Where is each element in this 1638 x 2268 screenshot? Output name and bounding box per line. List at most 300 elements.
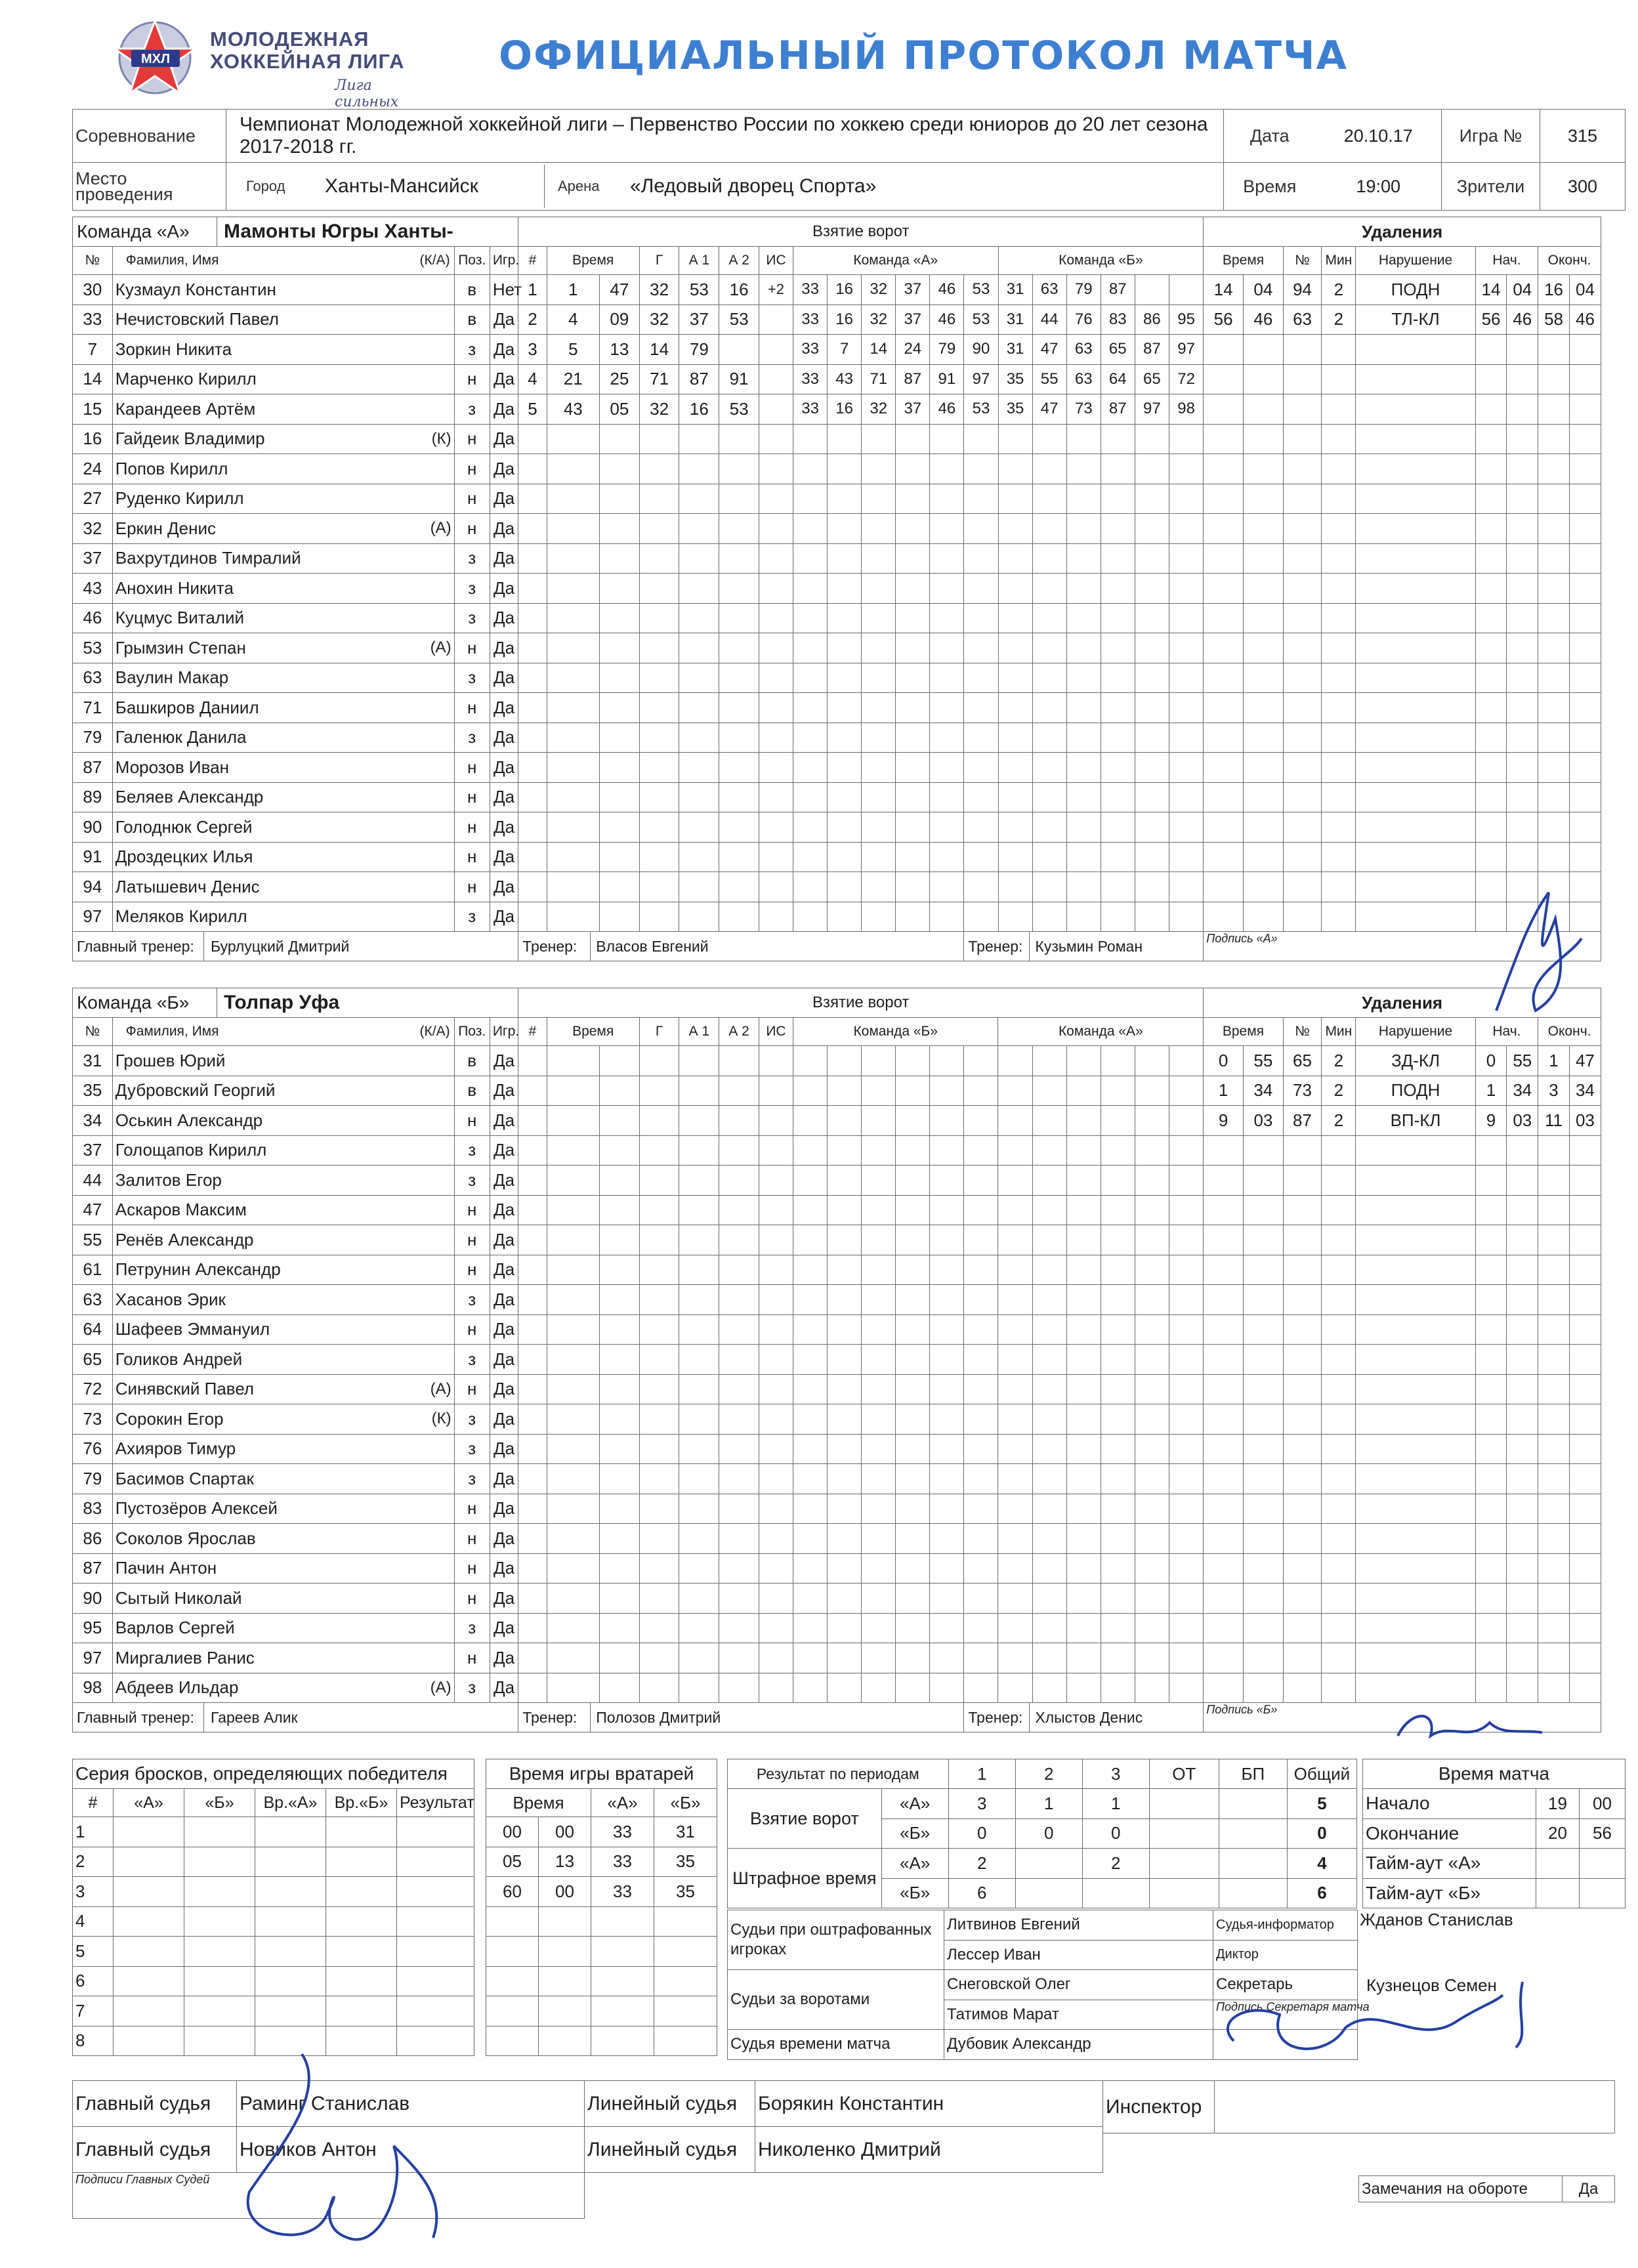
penalty-num: [1283, 543, 1322, 574]
penalty-sm: [1475, 723, 1507, 753]
onice-own: 33: [793, 335, 828, 365]
goal-m: 21: [547, 364, 599, 394]
penalty-m: [1204, 693, 1244, 723]
goal-s: [599, 424, 639, 454]
penalty-s: [1243, 1673, 1283, 1703]
onice-own: [964, 1434, 998, 1464]
goalie-s: [539, 1906, 591, 1937]
penalty-num: 63: [1283, 304, 1322, 335]
player-role: (А): [419, 1374, 454, 1404]
goal-a2: [719, 1314, 759, 1345]
goal-is: [759, 693, 793, 723]
goal-n: [518, 1106, 547, 1136]
onice-own: [896, 603, 930, 633]
player-role: [419, 574, 454, 604]
onice-own: [964, 1285, 998, 1315]
team-b-col-name: Фамилия, Имя: [125, 1024, 219, 1039]
onice-opp: [1101, 424, 1135, 454]
goalie-b: [654, 1996, 717, 2026]
onice-opp: 44: [1032, 304, 1066, 335]
onice-opp: [1101, 1374, 1135, 1404]
goal-n: [518, 424, 547, 454]
penalty-s: [1243, 1225, 1283, 1255]
player-played: Да: [490, 1434, 518, 1464]
player-role: [419, 1345, 454, 1375]
penalty-s: [1244, 663, 1284, 693]
time-label: Время: [1224, 163, 1316, 211]
onice-own: [964, 723, 998, 753]
goal-a2: [719, 424, 759, 454]
onice-own: 53: [964, 394, 998, 425]
penalty-m: [1204, 1135, 1244, 1166]
penalty-num: [1283, 633, 1322, 663]
player-played: Да: [490, 812, 518, 843]
penalty-min: [1322, 543, 1356, 574]
onice-opp: [998, 1374, 1032, 1404]
player-name: Карандеев Артём: [112, 394, 419, 425]
penalty-es: 46: [1569, 304, 1601, 335]
player-number: 79: [73, 723, 113, 753]
goal-is: [759, 1524, 793, 1554]
onice-own: [896, 1464, 930, 1494]
onice-opp: [998, 1106, 1032, 1136]
onice-own: [862, 782, 896, 812]
penalty-min: [1322, 1345, 1356, 1375]
onice-opp: [1066, 484, 1101, 514]
team-b-col-pos: Поз.: [454, 1018, 490, 1046]
player-number: 95: [73, 1613, 113, 1643]
onice-own: [930, 1135, 964, 1166]
main-referee-label-2: Главный судья: [73, 2127, 237, 2173]
player-name: Башкиров Даниил: [112, 693, 419, 723]
goal-a2: [719, 1673, 759, 1703]
onice-opp: [1066, 1613, 1101, 1643]
goal-n: [518, 1673, 547, 1703]
onice-opp: [1032, 902, 1066, 932]
goal-s: [599, 1135, 639, 1166]
onice-opp: [1066, 1135, 1101, 1166]
player-played: Да: [490, 1584, 518, 1614]
penalty-viol: [1356, 1255, 1475, 1285]
shootout-col: «Б»: [184, 1789, 255, 1817]
time-value: 19:00: [1316, 163, 1442, 211]
penalty-s: 34: [1243, 1076, 1283, 1106]
onice-opp: [1135, 514, 1169, 544]
onice-own: [896, 812, 930, 843]
goal-a2: [719, 1255, 759, 1285]
team-a-coach-label: Главный тренер:: [73, 932, 204, 961]
goal-m: [547, 603, 599, 633]
player-role: [419, 1166, 454, 1196]
penalty-em: [1538, 1314, 1570, 1345]
goal-a2: [719, 723, 759, 753]
player-played: Да: [490, 1524, 518, 1554]
onice-own: 46: [930, 304, 964, 335]
onice-own: [930, 1106, 964, 1136]
player-played: Да: [490, 1285, 518, 1315]
goal-a1: [679, 812, 719, 843]
penalty-num: [1283, 1673, 1322, 1703]
player-played: Да: [490, 1106, 518, 1136]
onice-own: [828, 454, 862, 484]
period-team: «Б»: [881, 1878, 948, 1908]
shootout-col: #: [73, 1789, 114, 1817]
goal-n: [518, 1195, 547, 1225]
goal-a1: [679, 633, 719, 663]
team-b-col-pen-start: Нач.: [1475, 1018, 1538, 1046]
goal-n: [518, 1613, 547, 1643]
penalty-min: [1322, 484, 1356, 514]
onice-opp: [1101, 1345, 1135, 1375]
goal-g: [639, 603, 679, 633]
goal-is: [759, 1314, 793, 1345]
penalty-min: 2: [1322, 304, 1356, 335]
onice-own: [862, 1166, 896, 1196]
onice-own: [828, 1314, 862, 1345]
penalty-num: [1283, 1345, 1322, 1375]
player-row: [73, 335, 1601, 365]
onice-opp: [1066, 514, 1101, 544]
onice-own: [930, 1643, 964, 1673]
goal-s: [599, 753, 639, 783]
onice-opp: [1101, 1673, 1135, 1703]
penalty-num: [1283, 902, 1322, 932]
player-played: Да: [490, 1076, 518, 1106]
goal-is: [759, 1553, 793, 1584]
penalty-min: [1322, 1314, 1356, 1345]
onice-opp: [1032, 753, 1066, 783]
player-position: з: [454, 1464, 490, 1494]
penalty-viol: [1356, 1613, 1475, 1643]
onice-own: [964, 663, 998, 693]
penalty-num: [1283, 335, 1322, 365]
header-table: [72, 109, 1626, 211]
goal-n: [518, 1314, 547, 1345]
player-name: Гайдеик Владимир: [112, 424, 419, 454]
player-row: [73, 1464, 1601, 1494]
onice-opp: [1169, 902, 1203, 932]
game-label: Игра №: [1442, 110, 1540, 163]
onice-opp: [998, 1135, 1032, 1166]
onice-own: [862, 1464, 896, 1494]
goal-m: [547, 753, 599, 783]
player-position: з: [454, 335, 490, 365]
penalty-sm: [1475, 1524, 1507, 1554]
player-row: [73, 1494, 1601, 1524]
team-b-col-goal-is: ИС: [759, 1018, 793, 1046]
penalty-ss: [1507, 693, 1538, 723]
team-a-col-goal-time: Время: [547, 247, 639, 275]
goal-m: [547, 1106, 599, 1136]
onice-opp: [998, 1553, 1032, 1584]
onice-opp: [1066, 663, 1101, 693]
team-a-trainer-1: Власов Евгений: [596, 937, 709, 955]
main-referee-label-1: Главный судья: [73, 2081, 237, 2127]
onice-own: [793, 1106, 828, 1136]
onice-own: [930, 1255, 964, 1285]
goal-a2: [719, 902, 759, 932]
player-number: 63: [73, 1285, 113, 1315]
goal-n: [518, 663, 547, 693]
player-number: 16: [73, 424, 113, 454]
onice-opp: 65: [1135, 364, 1169, 394]
penalty-num: [1283, 1374, 1322, 1404]
onice-own: [896, 1673, 930, 1703]
onice-opp: [1101, 543, 1135, 574]
team-a-col-goal-g: Г: [639, 247, 679, 275]
onice-own: [793, 424, 828, 454]
goal-is: [759, 1135, 793, 1166]
onice-opp: [1066, 1076, 1101, 1106]
onice-own: [964, 1225, 998, 1255]
onice-opp: [1101, 1613, 1135, 1643]
penalty-viol: [1356, 603, 1475, 633]
onice-opp: [998, 723, 1032, 753]
player-row: [73, 1345, 1601, 1375]
penalty-em: [1538, 723, 1570, 753]
player-position: в: [454, 304, 490, 335]
goal-s: [599, 484, 639, 514]
onice-opp: [1101, 1494, 1135, 1524]
penalty-viol: [1356, 1673, 1475, 1703]
penalty-min: [1322, 364, 1356, 394]
goal-a2: 16: [719, 275, 759, 305]
onice-own: [896, 693, 930, 723]
onice-own: [930, 1613, 964, 1643]
onice-opp: [1135, 663, 1169, 693]
penalty-s: [1244, 633, 1284, 663]
penalty-em: [1538, 364, 1570, 394]
goal-is: [759, 543, 793, 574]
onice-own: [793, 1524, 828, 1554]
penalty-sm: [1475, 394, 1507, 425]
player-role: [419, 454, 454, 484]
onice-opp: [1169, 1494, 1203, 1524]
team-a-trainer-label-1: Тренер:: [518, 932, 591, 961]
onice-opp: [1101, 1195, 1135, 1225]
onice-own: [793, 663, 828, 693]
goal-g: [639, 454, 679, 484]
penalty-viol: ЗД-КЛ: [1356, 1046, 1475, 1076]
penalty-ss: [1507, 842, 1538, 872]
period-goals-value: 3: [948, 1789, 1015, 1819]
period-goals-value: 5: [1287, 1789, 1356, 1819]
onice-own: [793, 1464, 828, 1494]
penalty-es: [1569, 1464, 1601, 1494]
period-pim-value: 2: [1082, 1849, 1149, 1879]
penalty-min: [1322, 1524, 1356, 1554]
onice-own: [964, 1494, 998, 1524]
goal-a1: [679, 872, 719, 902]
goal-a2: 53: [719, 394, 759, 425]
player-played: Да: [490, 424, 518, 454]
penalty-min: [1322, 1464, 1356, 1494]
penalty-sm: [1475, 1434, 1507, 1464]
onice-own: [862, 1584, 896, 1614]
onice-opp: [1169, 1135, 1203, 1166]
penalty-sm: [1475, 1255, 1507, 1285]
penalty-min: [1322, 1166, 1356, 1196]
goal-a1: [679, 1494, 719, 1524]
goal-g: [639, 484, 679, 514]
inspector-table: [1102, 2080, 1615, 2133]
onice-own: [862, 723, 896, 753]
onice-own: [828, 1076, 862, 1106]
penalty-num: [1283, 842, 1322, 872]
goal-s: [599, 1166, 639, 1196]
goal-a1: 79: [679, 335, 719, 365]
onice-own: [896, 1106, 930, 1136]
penalty-num: [1283, 454, 1322, 484]
goal-n: [518, 484, 547, 514]
penalty-em: [1538, 753, 1570, 783]
player-played: Да: [490, 394, 518, 425]
penalty-ss: [1507, 1673, 1538, 1703]
goalie-m: [486, 1937, 539, 1967]
onice-own: [964, 514, 998, 544]
goal-a1: [679, 1434, 719, 1464]
penalty-m: [1204, 424, 1244, 454]
penalty-viol: ПОДН: [1356, 275, 1475, 305]
onice-own: [828, 782, 862, 812]
onice-own: [862, 1673, 896, 1703]
player-role: [419, 1643, 454, 1673]
penalty-viol: ТЛ-КЛ: [1356, 304, 1475, 335]
goal-a2: 53: [719, 304, 759, 335]
player-played: Да: [490, 753, 518, 783]
onice-opp: [1101, 1046, 1135, 1076]
onice-own: [793, 1314, 828, 1345]
goal-a1: [679, 693, 719, 723]
player-played: Да: [490, 1046, 518, 1076]
goalie-a: 33: [591, 1847, 654, 1877]
onice-own: [828, 842, 862, 872]
penalty-min: [1322, 633, 1356, 663]
team-b-col-pen-end: Оконч.: [1538, 1018, 1601, 1046]
player-position: н: [454, 1314, 490, 1345]
penalty-viol: [1356, 1404, 1475, 1435]
team-b-col-played: Игр.: [490, 1018, 518, 1046]
goal-m: [547, 1494, 599, 1524]
onice-own: [828, 753, 862, 783]
player-name: Варлов Сергей: [112, 1613, 419, 1643]
penalty-em: [1538, 1374, 1570, 1404]
onice-opp: [1101, 1464, 1135, 1494]
onice-opp: [998, 574, 1032, 604]
onice-opp: 73: [1066, 394, 1101, 425]
onice-own: [964, 902, 998, 932]
onice-opp: 83: [1101, 304, 1135, 335]
onice-own: [793, 1345, 828, 1375]
info-label: Судья-информатор: [1213, 1910, 1358, 1941]
penalty-s: [1243, 1374, 1283, 1404]
periods-title: Результат по периодам: [728, 1759, 949, 1789]
penalty-sm: [1475, 812, 1507, 843]
player-played: Да: [490, 335, 518, 365]
onice-opp: [1066, 872, 1101, 902]
onice-opp: [1135, 1673, 1169, 1703]
player-role: [419, 723, 454, 753]
penalty-sm: [1475, 484, 1507, 514]
shootout-row-num: 7: [73, 1996, 114, 2026]
penalty-ss: 46: [1507, 304, 1538, 335]
goal-a2: [719, 1046, 759, 1076]
penalty-ss: [1507, 1195, 1538, 1225]
goal-a1: [679, 1464, 719, 1494]
onice-opp: [1032, 812, 1066, 843]
penalty-viol: [1356, 1553, 1475, 1584]
penalty-es: [1569, 514, 1601, 544]
penalty-ss: [1507, 1494, 1538, 1524]
penalty-em: [1538, 812, 1570, 843]
onice-opp: [1169, 812, 1203, 843]
onice-opp: [1032, 1374, 1066, 1404]
penalty-sm: [1475, 543, 1507, 574]
penalty-m: [1204, 782, 1244, 812]
player-row: [73, 1673, 1601, 1703]
team-b-trainer-2: Хлыстов Денис: [1035, 1708, 1143, 1726]
penalty-viol: [1356, 335, 1475, 365]
onice-own: [896, 782, 930, 812]
penalty-em: [1538, 693, 1570, 723]
player-number: 90: [73, 812, 113, 843]
onice-own: [964, 812, 998, 843]
penalty-viol: [1356, 1314, 1475, 1345]
player-number: 37: [73, 543, 113, 574]
onice-own: [862, 1314, 896, 1345]
onice-own: [793, 1374, 828, 1404]
onice-own: [930, 1076, 964, 1106]
player-position: з: [454, 1613, 490, 1643]
onice-own: [793, 1404, 828, 1435]
penalty-num: [1283, 484, 1322, 514]
goal-a2: [719, 633, 759, 663]
penalty-em: [1538, 1135, 1570, 1166]
goal-m: [547, 663, 599, 693]
onice-opp: [1066, 1524, 1101, 1554]
penalty-m: [1204, 1345, 1244, 1375]
player-played: Да: [490, 514, 518, 544]
goal-g: [639, 1494, 679, 1524]
onice-opp: [998, 633, 1032, 663]
player-number: 87: [73, 1553, 113, 1584]
onice-own: [828, 1434, 862, 1464]
onice-opp: 31: [998, 275, 1032, 305]
team-b-col-pen-time: Время: [1204, 1018, 1284, 1046]
penalty-sm: [1475, 1195, 1507, 1225]
player-row: [73, 633, 1601, 663]
onice-own: 91: [930, 364, 964, 394]
penalty-sm: 1: [1475, 1076, 1507, 1106]
goal-a2: [719, 1285, 759, 1315]
onice-opp: [1135, 1345, 1169, 1375]
period-col: ОТ: [1149, 1759, 1219, 1789]
goal-a1: [679, 484, 719, 514]
goal-a1: 37: [679, 304, 719, 335]
goal-m: 43: [547, 394, 599, 425]
goal-is: [759, 723, 793, 753]
competition-value: Чемпионат Молодежной хоккейной лиги – Первенство России по хоккею среди юниоров до 20 лет сезона 2017-2018 гг.: [226, 110, 1224, 163]
penalty-num: [1283, 1314, 1322, 1345]
logo-line1: МОЛОДЕЖНАЯ: [210, 28, 369, 51]
goal-is: [759, 1464, 793, 1494]
player-role: [419, 484, 454, 514]
player-name: Анохин Никита: [112, 574, 419, 604]
onice-own: [793, 1076, 828, 1106]
penalty-sm: [1475, 1494, 1507, 1524]
penalty-num: [1283, 872, 1322, 902]
onice-opp: [1101, 633, 1135, 663]
